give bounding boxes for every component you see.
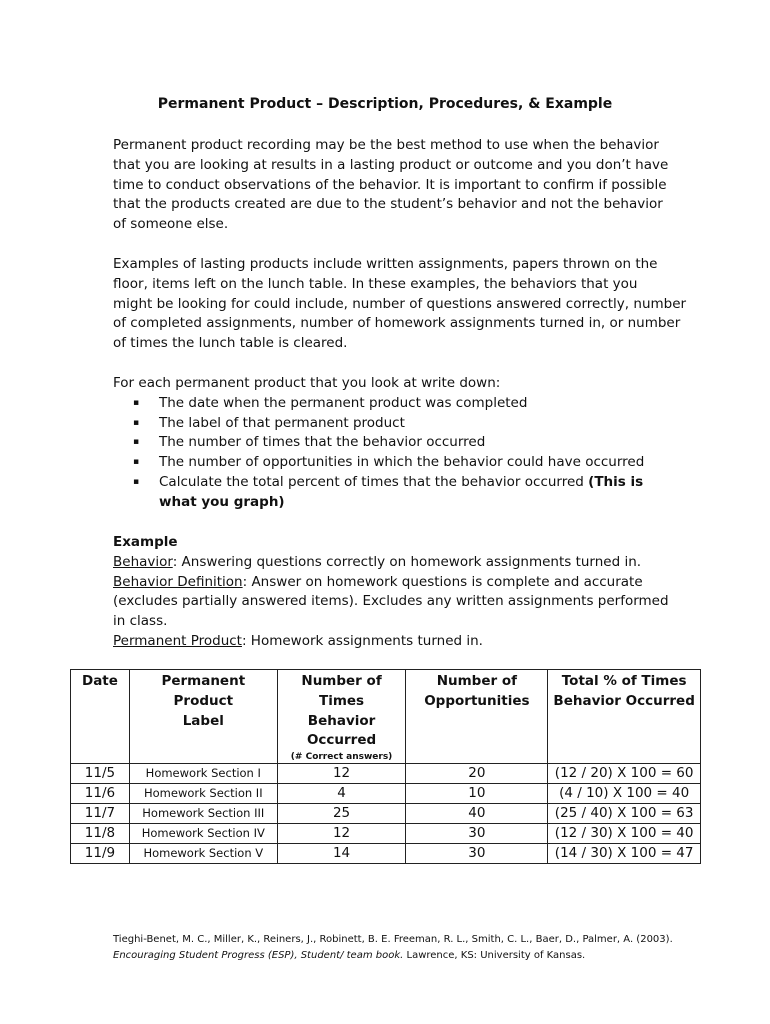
behavior-label: Behavior: [113, 553, 173, 570]
calc-text: Calculate the total percent of times that the behavior occurred: [159, 473, 589, 490]
examples-line: of times the lunch table is cleared.: [113, 335, 348, 352]
list-item-text: The label of that permanent product: [159, 414, 405, 431]
data-table: [70, 669, 701, 864]
examples-line: floor, items left on the lunch table. In these examples, the behaviors that you: [113, 275, 638, 292]
cell-times: 4: [277, 784, 406, 804]
examples-paragraph: [113, 255, 687, 354]
definition-line: [113, 573, 673, 593]
example-heading: Example: [113, 534, 178, 550]
cell-times: 25: [277, 804, 406, 824]
cell-opportunities: 20: [406, 764, 548, 784]
product-line: [113, 632, 673, 652]
bullet-icon: ▪: [133, 437, 140, 448]
list-item: [113, 394, 673, 414]
document-title: Permanent Product – Description, Procedures, & Example: [157, 96, 613, 112]
definition-label: Behavior Definition: [113, 573, 243, 590]
list-intro: For each permanent product that you look at write down:: [113, 375, 501, 391]
citation-publisher: Lawrence, KS: University of Kansas.: [403, 950, 586, 961]
cell-total: (25 / 40) X 100 = 63: [548, 804, 701, 824]
table-row: [71, 784, 701, 804]
table-row: [71, 844, 701, 864]
cell-label: Homework Section III: [129, 804, 277, 824]
cell-label: Homework Section V: [129, 844, 277, 864]
cell-total: (4 / 10) X 100 = 40: [548, 784, 701, 804]
citation-line: Tieghi-Benet, M. C., Miller, K., Reiners, J., Robinett, B. E. Freeman, R. L., Smith, C. L., Baer, D., Palmer, A. (2003).: [113, 934, 673, 945]
cell-date: 11/5: [71, 764, 130, 784]
definition-line: (excludes partially answered items). Excludes any written assignments performed: [113, 593, 669, 610]
cell-times: 12: [277, 824, 406, 844]
behavior-text: : Answering questions correctly on homework assignments turned in.: [172, 553, 642, 570]
cell-opportunities: 40: [406, 804, 548, 824]
intro-line: of someone else.: [113, 216, 229, 233]
examples-line: might be looking for could include, number of questions answered correctly, number: [113, 295, 687, 312]
cell-label: Homework Section IV: [129, 824, 277, 844]
cell-date: 11/7: [71, 804, 130, 824]
cell-total: (14 / 30) X 100 = 47: [548, 844, 701, 864]
list-item-text: The date when the permanent product was completed: [159, 394, 528, 411]
cell-date: 11/9: [71, 844, 130, 864]
intro-line: time to conduct observations of the behavior. It is important to confirm if possible: [113, 176, 667, 193]
product-text: : Homework assignments turned in.: [241, 632, 483, 649]
table-row: [71, 824, 701, 844]
citation-line: [113, 948, 673, 964]
intro-paragraph: [113, 136, 673, 235]
bullet-icon: ▪: [133, 476, 140, 487]
cell-times: 14: [277, 844, 406, 864]
header-times: Number of Times Behavior Occurred (# Correct answers): [277, 670, 406, 764]
cell-total: (12 / 30) X 100 = 40: [548, 824, 701, 844]
header-date: Date: [71, 670, 130, 764]
header-opportunities: Number of Opportunities: [406, 670, 548, 764]
list-item-text: The number of times that the behavior occurred: [159, 434, 486, 451]
table-row: [71, 764, 701, 784]
definition-text: : Answer on homework questions is complete and accurate: [242, 573, 643, 590]
cell-times: 12: [277, 764, 406, 784]
cell-opportunities: 30: [406, 844, 548, 864]
calc-emphasis-cont: what you graph): [159, 493, 285, 510]
cell-label: Homework Section II: [129, 784, 277, 804]
cell-opportunities: 30: [406, 824, 548, 844]
list-item: [113, 453, 673, 473]
cell-label: Homework Section I: [129, 764, 277, 784]
list-item-text: [159, 473, 673, 493]
intro-line: that the products created are due to the student’s behavior and not the behavior: [113, 196, 663, 213]
cell-total: (12 / 20) X 100 = 60: [548, 764, 701, 784]
list-item: [113, 473, 673, 513]
procedure-list: [113, 374, 673, 513]
bullet-icon: ▪: [133, 457, 140, 468]
examples-line: Examples of lasting products include written assignments, papers thrown on the: [113, 256, 658, 272]
examples-line: of completed assignments, number of homework assignments turned in, or number: [113, 315, 681, 332]
header-total: Total % of Times Behavior Occurred: [548, 670, 701, 764]
citation: [113, 932, 673, 964]
header-label: Permanent Product Label: [129, 670, 277, 764]
definition-line: in class.: [113, 613, 168, 630]
citation-title: Encouraging Student Progress (ESP), Student/ team book.: [113, 950, 404, 961]
example-section: [113, 533, 673, 652]
cell-date: 11/6: [71, 784, 130, 804]
bullet-icon: ▪: [133, 397, 140, 408]
list-item-text: The number of opportunities in which the behavior could have occurred: [159, 454, 645, 471]
intro-line: that you are looking at results in a lasting product or outcome and you don’t have: [113, 156, 669, 173]
table-row: [71, 804, 701, 824]
header-times-sub: (# Correct answers): [290, 752, 393, 763]
cell-date: 11/8: [71, 824, 130, 844]
list-item: [113, 414, 673, 434]
table-header-row: [71, 670, 701, 764]
product-label: Permanent Product: [113, 632, 242, 649]
behavior-line: [113, 553, 673, 573]
bullet-icon: ▪: [133, 417, 140, 428]
cell-opportunities: 10: [406, 784, 548, 804]
calc-emphasis: (This is: [588, 473, 644, 490]
intro-line: Permanent product recording may be the best method to use when the behavior: [113, 137, 659, 153]
list-item: [113, 433, 673, 453]
